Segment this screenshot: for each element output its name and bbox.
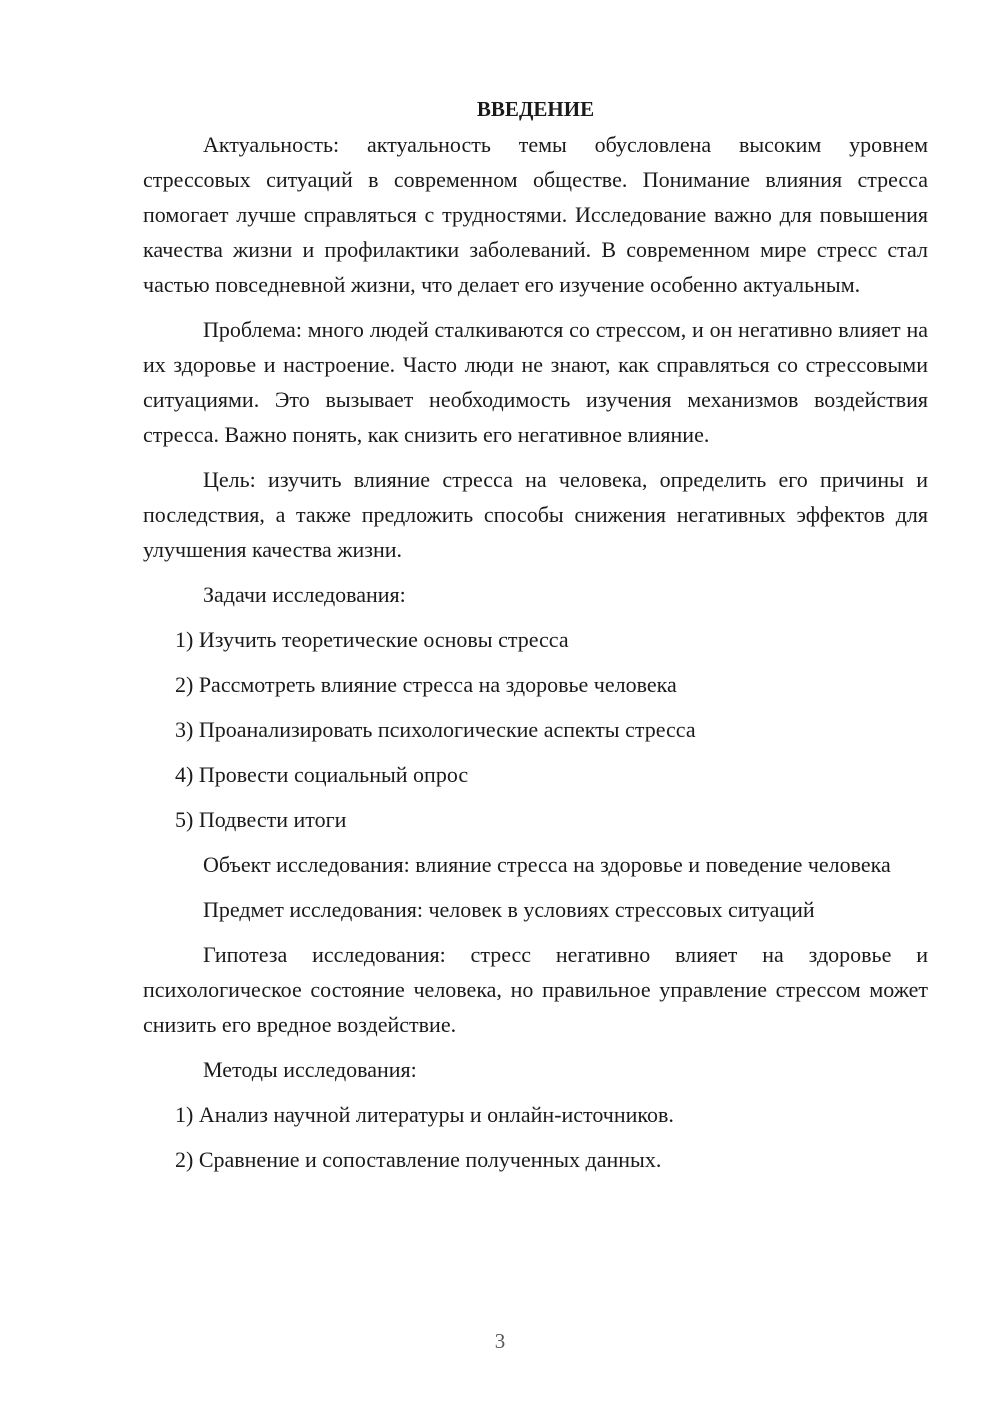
relevance-paragraph: Актуальность: актуальность темы обусловлена высоким уровнем стрессовых ситуаций в современном обществе. Понимание влияния стресса помогает лучше справляться с трудностями. Исследование важно для повышения качества жизни и профилактики заболеваний. В современном мире стресс стал частью повседневной жизни, что делает его изучение особенно актуальным. (143, 132, 928, 297)
task-item: 2) Рассмотреть влияние стресса на здоровье человека (175, 672, 677, 697)
task-item: 3) Проанализировать психологические аспекты стресса (175, 717, 696, 742)
page-number: 3 (494, 1329, 506, 1353)
hypothesis-paragraph: Гипотеза исследования: стресс негативно влияет на здоровье и психологическое состояние человека, но правильное управление стрессом может снизить его вредное воздействие. (143, 942, 928, 1037)
document-page (143, 92, 928, 1187)
tasks-heading: Задачи исследования: (203, 582, 406, 607)
task-item: 1) Изучить теоретические основы стресса (175, 627, 569, 652)
goal-paragraph: Цель: изучить влияние стресса на человека, определить его причины и последствия, а также предложить способы снижения негативных эффектов для улучшения качества жизни. (143, 467, 928, 562)
method-item: 2) Сравнение и сопоставление полученных данных. (175, 1147, 662, 1172)
subject-paragraph: Предмет исследования: человек в условиях стрессовых ситуаций (203, 897, 815, 922)
problem-paragraph: Проблема: много людей сталкиваются со стрессом, и он негативно влияет на их здоровье и настроение. Часто люди не знают, как справляться со стрессовыми ситуациями. Это вызывает необходимость изучения механизмов воздействия стресса. Важно понять, как снизить его негативное влияние. (143, 317, 928, 447)
method-item: 1) Анализ научной литературы и онлайн-источников. (175, 1102, 674, 1127)
methods-heading: Методы исследования: (203, 1057, 417, 1082)
task-item: 4) Провести социальный опрос (175, 762, 469, 787)
task-item: 5) Подвести итоги (175, 807, 347, 832)
object-paragraph: Объект исследования: влияние стресса на здоровье и поведение человека (203, 852, 891, 877)
section-title: ВВЕДЕНИЕ (476, 97, 595, 121)
